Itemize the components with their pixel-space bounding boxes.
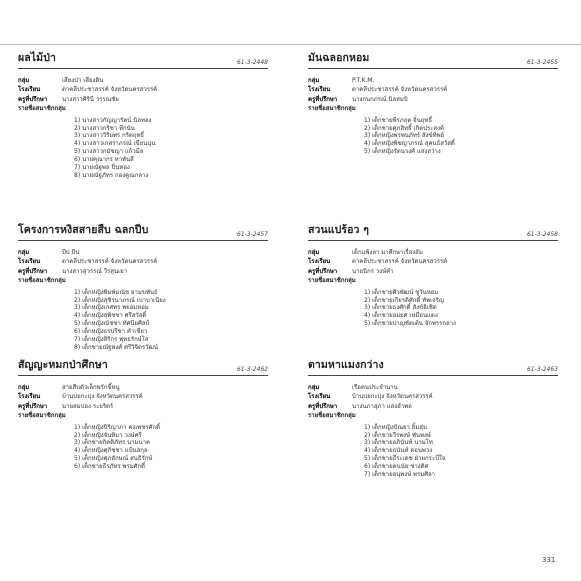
member-item: 2) เด็กหญิงจันทิมา วงษ์ศรี xyxy=(74,431,142,439)
page-number: 331 xyxy=(542,556,556,564)
member-item: 1) เด็กชายพีรภฤต จิ๋นฤทธิ์ xyxy=(364,116,433,124)
project-code: 61-3-2463 xyxy=(526,366,558,373)
group-label: กลุ่ม xyxy=(18,77,30,84)
card-header xyxy=(308,355,558,376)
project-code: 61-3-2448 xyxy=(236,59,268,66)
project-title: โครงการหงิสสายสืบ ฉลกปีบ xyxy=(18,224,149,236)
card-meta xyxy=(308,248,558,286)
school-value: ดาคลีประชาสรรค์ จังหวัดนครสวรรค์ xyxy=(62,86,158,94)
project-title: สัญญะหมกป่าศึกษา xyxy=(18,359,108,371)
group-row xyxy=(18,76,268,85)
member-item: 5) นางสาวกมัชญา แก้วมีล xyxy=(74,148,144,156)
advisor-label: ครูที่ปรึกษา xyxy=(308,267,338,275)
advisor-row xyxy=(308,95,558,104)
members-label: รายชื่อสมาชิกกลุ่ม xyxy=(308,105,356,113)
card-header xyxy=(308,220,558,241)
advisor-value: นางสาวศิรินี วรรณชัย xyxy=(62,95,119,103)
advisor-value: นายสมปอง ระยริตร์ xyxy=(62,402,114,410)
members-label: รายชื่อสมาชิกกลุ่ม xyxy=(308,277,356,285)
school-value: บ้านบ่อกะปุง จังหวัดนครสวรรค์ xyxy=(62,393,143,401)
member-item: 4) เด็กชายอมยศ เหมือนแตง xyxy=(364,312,438,320)
school-row xyxy=(18,257,268,266)
school-value: ดาคลีประชาสรรค์ จังหวัดนครสวรรค์ xyxy=(352,86,448,94)
member-item: 2) เด็กชายวีรพงษ์ พันพงษ์ xyxy=(364,431,431,439)
group-value: เสียงป่า เสียงดิน xyxy=(62,77,104,84)
card-meta xyxy=(18,248,268,286)
card-meta xyxy=(18,383,268,421)
advisor-value: นางกนกภรณ์ นิลสมบิ xyxy=(352,95,408,103)
members-list xyxy=(364,424,558,479)
card-header xyxy=(18,355,268,376)
member-item: 4) เด็กหญิงพิชญาภรณ์ สุคนธ์สวัสดิ์ xyxy=(364,140,455,148)
advisor-label: ครูที่ปรึกษา xyxy=(18,267,48,275)
school-label: โรงเรียน xyxy=(308,258,331,266)
member-item: 5) เด็กชายปาญชัตเต้น จักพรรกลาง xyxy=(364,320,456,328)
member-item: 1) เด็กชายศิวพัฒน์ ชูวันหอม xyxy=(364,288,439,296)
members-list xyxy=(74,424,268,471)
school-value: ดาคลีประชาสรรค์ จังหวัดนครสวรรค์ xyxy=(352,258,448,266)
school-label: โรงเรียน xyxy=(308,393,331,401)
school-label: โรงเรียน xyxy=(18,86,41,94)
member-item: 1) เด็กหญิงพิมพ์มณัช ยามขพันธ์ xyxy=(74,288,158,296)
member-item: 5) เด็กหญิงณัชชา ทัศนียศิลป์ xyxy=(74,320,150,328)
group-value: สายสืบตัวเล็กพรักขี้หนู xyxy=(62,384,120,391)
member-item: 3) นางสาววิริยพร กริตฤทธิ์ xyxy=(74,132,145,140)
members-list xyxy=(364,117,558,157)
advisor-row xyxy=(308,267,558,276)
member-item: 3) เด็กชายกิตติภัทร นามนาค xyxy=(74,439,150,447)
member-item: 3) เด็กหญิงพรพนภัทร์ สังข์ทิพย์ xyxy=(364,132,445,140)
member-item: 3) เด็กชายธงศักดิ์ สังข์อิเชิด xyxy=(364,304,437,312)
advisor-value: นางสาวสุวรรณ์ วีรสุนเยา xyxy=(62,267,128,275)
member-item: 8) เด็กชายณัฐพงศ์ ศรีวิจิตรวัฒน์ xyxy=(74,343,159,351)
project-card xyxy=(308,48,558,156)
school-row xyxy=(308,257,558,266)
group-row xyxy=(308,248,558,257)
group-row xyxy=(18,383,268,392)
group-value: ปีป ปีป xyxy=(62,249,80,256)
member-item: 7) เด็กชายอนุพงษ์ พรมศิลา xyxy=(364,471,436,479)
advisor-row xyxy=(18,95,268,104)
group-row xyxy=(18,248,268,257)
group-row xyxy=(308,76,558,85)
project-card xyxy=(308,355,558,479)
card-meta xyxy=(308,383,558,421)
member-item: 4) นางสาวเกสราภรณ์ เขียนนุ่น xyxy=(74,140,156,148)
member-item: 2) เด็กชายเกียรติศักดิ์ ทัพเจริญ xyxy=(364,296,444,304)
advisor-value: นางนภาสุภา แสงอำพล xyxy=(352,402,412,410)
members-label: รายชื่อสมาชิกกลุ่ม xyxy=(18,412,66,420)
members-list xyxy=(74,117,268,180)
project-card xyxy=(18,220,268,352)
project-card xyxy=(18,48,268,180)
advisor-label: ครูที่ปรึกษา xyxy=(18,95,48,103)
member-item: 1) นางสาวกัญญารัตน์ นิลทอง xyxy=(74,116,152,124)
group-value: P.T.K.M. xyxy=(352,77,375,84)
school-row xyxy=(308,85,558,94)
member-item: 4) เด็กหญิงศุภิชชา แป้นสกุล xyxy=(74,447,148,455)
group-label: กลุ่ม xyxy=(18,384,30,391)
group-label: กลุ่ม xyxy=(18,249,30,256)
member-item: 8) นายณัฐภัทร กองคูณกลาง xyxy=(74,171,149,179)
members-label: รายชื่อสมาชิกกลุ่ม xyxy=(308,412,356,420)
member-item: 2) นางสาวกริชา ทีกนัน xyxy=(74,124,135,132)
member-item: 2) เด็กชายศุภสิทธิ์ เกิดประสงค์ xyxy=(364,124,444,132)
card-header xyxy=(308,48,558,69)
member-item: 6) เด็กชายธีรภัทร พรมศักดิ์ xyxy=(74,463,145,471)
group-value: เรือคนประจำนาน xyxy=(352,384,398,391)
member-item: 6) เด็กหญิงธรปรีชา คำเชี่ยว xyxy=(74,328,148,336)
advisor-label: ครูที่ปรึกษา xyxy=(308,402,338,410)
members-label: รายชื่อสมาชิกกลุ่ม xyxy=(18,105,66,113)
members-list xyxy=(74,289,268,352)
member-item: 5) เด็กชายธีระเดช ฝ่ายกระบี่ใจ xyxy=(364,455,446,463)
project-title: ผลไม้ป่า xyxy=(18,52,56,64)
card-header xyxy=(18,220,268,241)
advisor-label: ครูที่ปรึกษา xyxy=(18,402,48,410)
card-meta xyxy=(308,76,558,114)
member-item: 1) เด็กหญิงปิริญาภา คงเพชรศักดิ์ xyxy=(74,423,160,431)
members-label: รายชื่อสมาชิกกลุ่ม xyxy=(18,277,66,285)
member-item: 5) เด็กหญิงศุภลักษณ์ สนธิรักษ์ xyxy=(74,455,153,463)
members-list xyxy=(364,289,558,329)
advisor-row xyxy=(308,402,558,411)
card-meta xyxy=(18,76,268,114)
project-code: 61-3-2457 xyxy=(236,231,268,238)
group-label: กลุ่ม xyxy=(308,249,320,256)
group-label: กลุ่ม xyxy=(308,77,320,84)
advisor-row xyxy=(18,267,268,276)
member-item: 1) เด็กหญิงปัณยา ยิ้มสุ่ม xyxy=(364,423,427,431)
card-header xyxy=(18,48,268,69)
project-code: 61-3-2462 xyxy=(236,366,268,373)
project-title: มันฉลอกหอม xyxy=(308,52,370,64)
school-label: โรงเรียน xyxy=(308,86,331,94)
school-label: โรงเรียน xyxy=(18,393,41,401)
member-item: 7) เด็กหญิงสิริกร พุทธรักษ์โส xyxy=(74,336,149,344)
advisor-row xyxy=(18,402,268,411)
school-row xyxy=(18,85,268,94)
member-item: 4) เด็กชายธนันท์ ดอนพวง xyxy=(364,447,433,455)
school-value: บ้านบ่อกะปุง จังหวัดนครสวรรค์ xyxy=(352,393,433,401)
member-item: 3) เด็กหญิงเกศพร พยอมหอม xyxy=(74,304,149,312)
group-value: เด็กแพ้งลา มาศึกษาเรื่องส้ม xyxy=(352,249,423,256)
member-item: 7) นายณัฐพล ปิ่นทอง xyxy=(74,164,130,172)
member-item: 6) นายคุณากร หาทันสี xyxy=(74,156,134,164)
advisor-label: ครูที่ปรึกษา xyxy=(308,95,338,103)
project-card xyxy=(18,355,268,471)
project-title: สวนแปร้อว ๆ xyxy=(308,224,370,236)
member-item: 6) เด็กชายคนนัย ช่างดิศ xyxy=(364,463,429,471)
school-label: โรงเรียน xyxy=(18,258,41,266)
top-rule xyxy=(0,44,581,45)
project-code: 61-3-2455 xyxy=(526,59,558,66)
project-code: 61-3-2458 xyxy=(526,231,558,238)
project-title: ตามหาแมงกว่าง xyxy=(308,359,384,371)
member-item: 3) เด็กชายอภินันท์ นามโท xyxy=(364,439,433,447)
school-value: ดาคลีประชาสรรค์ จังหวัดนครสวรรค์ xyxy=(62,258,158,266)
member-item: 5) เด็กหญิงรัตนวงศ์ แสงสว่าง xyxy=(364,148,441,156)
member-item: 2) เด็กหญิงสุชิรนาภรณ์ เปาบาเนียง xyxy=(74,296,166,304)
project-card xyxy=(308,220,558,328)
group-label: กลุ่ม xyxy=(308,384,320,391)
member-item: 4) เด็กหญิงสุพิชชา ศรีสวัสดิ์ xyxy=(74,312,147,320)
advisor-value: นายนิกร วงษ์คำ xyxy=(352,267,394,275)
school-row xyxy=(18,392,268,401)
school-row xyxy=(308,392,558,401)
group-row xyxy=(308,383,558,392)
